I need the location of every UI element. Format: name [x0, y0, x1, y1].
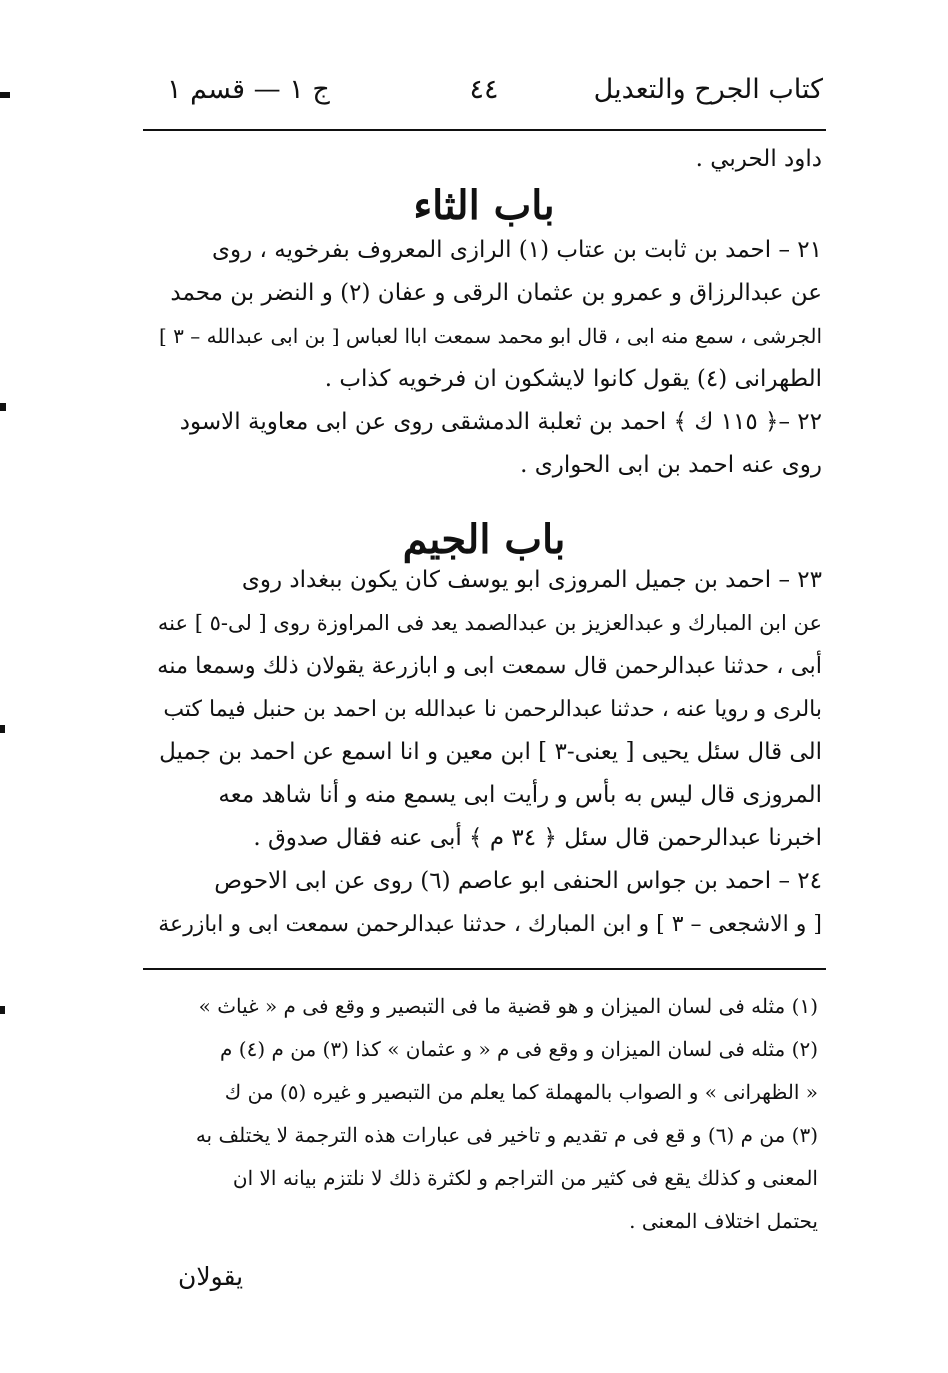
entries-jim: [150, 559, 822, 946]
footnote-line: (٣) من م (٦) و قع فى م تقديم و تاخير فى عبارات هذه الترجمة لا يختلف به: [195, 1123, 818, 1147]
text-line: اخبرنا عبدالرحمن قال سئل ﴿ ٣٤ م ﴾ أبى عنه فقال صدوق .: [253, 825, 822, 851]
continuation-text: [150, 138, 822, 181]
footnote-line: يحتمل اختلاف المعنى .: [629, 1209, 818, 1233]
text-line: [ و الاشجعى – ٣ ] و ابن المبارك ، حدثنا عبدالرحمن سمعت ابى و ابازرعة: [158, 912, 822, 937]
text-line: داود الحربي .: [695, 146, 822, 172]
text-line: ٢١ – احمد بن ثابت بن عتاب (١) الرازى المعروف بفرخويه ، روى: [212, 237, 822, 263]
entries-tha: [150, 229, 822, 487]
footnote-line: (٢) مثله فى لسان الميزان و وقع فى م « و عثمان » كذا (٣) من م (٤) م: [220, 1037, 818, 1061]
scan-mark: [0, 403, 6, 411]
scan-mark: [0, 725, 5, 733]
catchword: يقولان: [178, 1262, 244, 1291]
section-heading-jim: باب الجيم: [402, 516, 566, 563]
footnote-line: المعنى و كذلك يقع فى كثير من التراجم و لكثرة ذلك لا نلتزم بيانه الا ان: [232, 1166, 818, 1190]
scan-mark: [0, 1006, 5, 1014]
scan-mark: [0, 92, 10, 98]
text-line: ٢٣ – احمد بن جميل المروزى ابو يوسف كان يكون ببغداد روى: [241, 567, 822, 593]
volume-part: ج ١ — قسم ١: [167, 74, 330, 105]
header-rule: [143, 129, 826, 131]
footnote-line: (١) مثله فى لسان الميزان و هو قضية ما فى التبصير و وقع فى م « غياث »: [198, 994, 818, 1018]
text-line: عن عبدالرزاق و عمرو بن عثمان الرقى و عفان (٢) و النضر بن محمد: [170, 280, 822, 306]
text-line: الجرشى ، سمع منه ابى ، قال ابو محمد سمعت اباا لعباس [ بن ابى عبدالله – ٣ ]: [159, 324, 822, 348]
footnote-line: « الظهرانى » و الصواب بالمهملة كما يعلم من التبصير و غيره (٥) من ك: [224, 1080, 818, 1104]
section-heading-tha: باب الثاء: [413, 182, 555, 229]
text-line: ٢٢ –﴿ ١١٥ ك ﴾ احمد بن ثعلبة الدمشقى روى عن ابى معاوية الاسود: [179, 409, 822, 435]
running-header: [145, 74, 823, 120]
text-line: عن ابن المبارك و عبدالعزيز بن عبدالصمد يعد فى المراوزة روى [ لى-٥ ] عنه: [157, 611, 822, 635]
book-title: كتاب الجرح والتعديل: [593, 74, 823, 105]
text-line: الى قال سئل يحيى [ يعنى-٣ ] ابن معين و انا اسمع عن احمد بن جميل: [159, 739, 822, 765]
text-line: أبى ، حدثنا عبدالرحمن قال سمعت ابى و ابازرعة يقولان ذلك وسمعا منه: [157, 653, 822, 679]
text-line: روى عنه احمد بن ابى الحوارى .: [520, 452, 822, 478]
text-line: بالرى و رويا عنه ، حدثنا عبدالرحمن نا عبدالله بن احمد بن حنبل فيما كتب: [163, 697, 822, 722]
footnotes: [150, 985, 818, 1243]
page-number: ٤٤: [469, 74, 499, 105]
text-line: الطهرانى (٤) يقول كانوا لايشكون ان فرخويه كذاب .: [324, 366, 822, 392]
text-line: المروزى قال ليس به بأس و رأيت ابى يسمع منه و أنا شاهد معه: [218, 782, 822, 808]
footnote-rule: [143, 968, 826, 970]
text-line: ٢٤ – احمد بن جواس الحنفى ابو عاصم (٦) روى عن ابى الاحوص: [214, 868, 822, 894]
